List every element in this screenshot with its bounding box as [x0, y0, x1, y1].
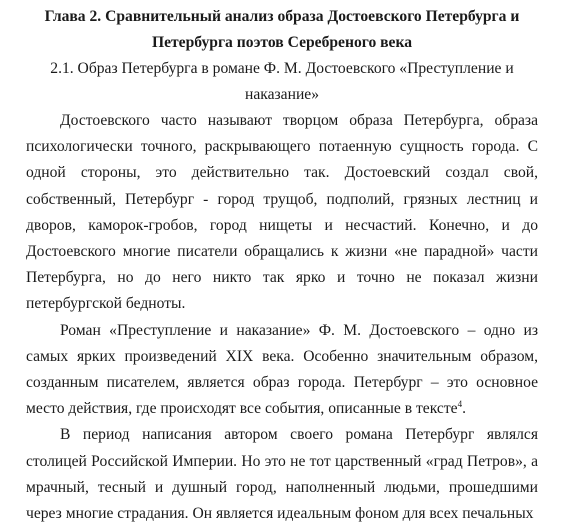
- section-title: 2.1. Образ Петербурга в романе Ф. М. Достоевского «Преступление и наказание»: [50, 60, 514, 103]
- chapter-title: Глава 2. Сравнительный анализ образа Достоевского Петербурга и Петербурга поэтов Серебреного века: [44, 8, 520, 51]
- paragraph-1: [26, 108, 538, 318]
- paragraph-2: [26, 318, 538, 423]
- paragraph-end-punctuation: .: [462, 400, 466, 418]
- paragraph-text: В период написания автором своего романа Петербург являлся столицей Российской Империи. Но это не тот царственный «град Петров», а мрачный, тесный и душный город, наполненный людьми, прошедшими через многие страдания. Он является идеальным фоном для всех печальных: [26, 426, 538, 523]
- paragraph-3: [26, 422, 538, 527]
- paragraph-text: Достоевского часто называют творцом образа Петербурга, образа психологически точного, раскрывающего потаенную сущность города. С одной стороны, это действительно так. Достоевский создал свой, собственный, Петербург - город трущоб, подполий, грязных лестниц и дворов, каморок-гробов, город нищеты и несчастий. Конечно, и до Достоевского многие писатели обращались к жизни «не парадной» части Петербурга, но до него никто так ярко и точно не показал жизни петербургской бедноты.: [26, 112, 538, 313]
- paragraph-text: Роман «Преступление и наказание» Ф. М. Достоевского – одно из самых ярких произведений XIX века. Особенно значительным образом, созданным писателем, является образ города. Петербург – это основное место действия, где происходят все события, описанные в тексте: [26, 321, 538, 418]
- footnote-reference[interactable]: 4: [457, 399, 463, 410]
